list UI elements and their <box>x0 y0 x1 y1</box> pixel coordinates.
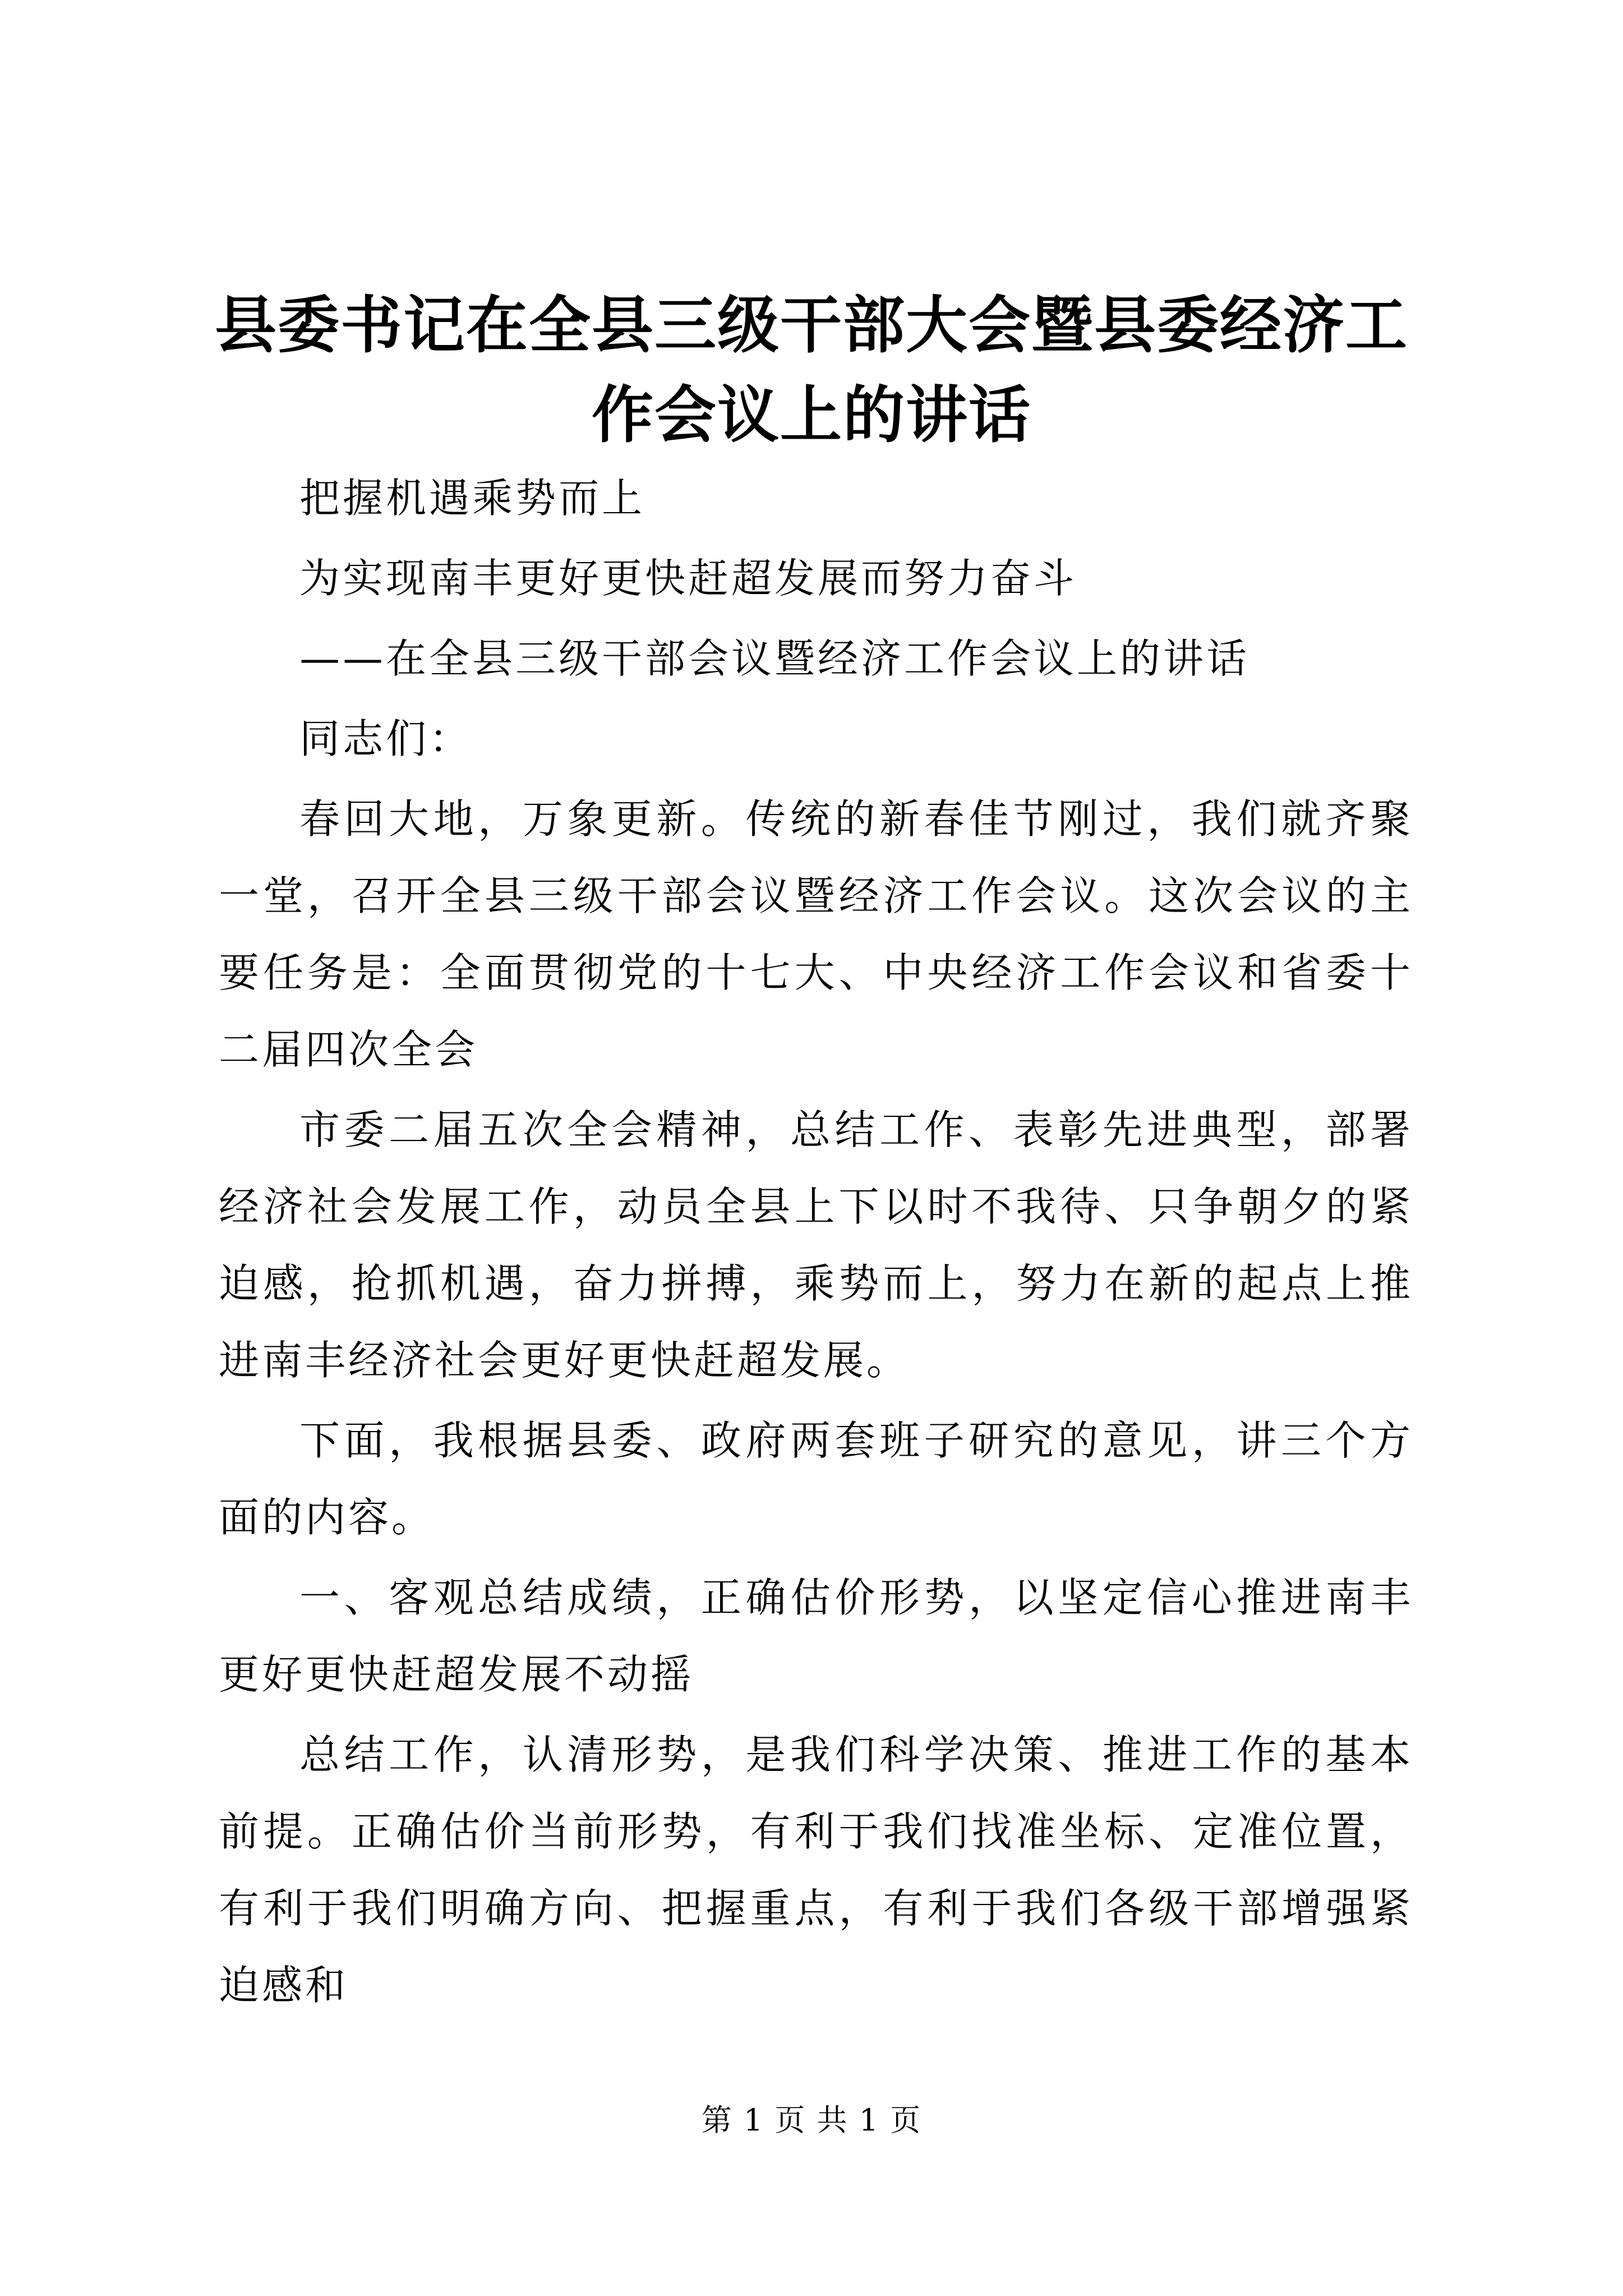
subtitle-line: ——在全县三级干部会议暨经济工作会议上的讲话 <box>299 635 1250 682</box>
body-paragraph: 下面，我根据县委、政府两套班子研究的意见，讲三个方面的内容。 <box>219 1417 1413 1541</box>
subtitle-line: 把握机遇乘势而上 <box>299 475 645 522</box>
section-heading: 一、客观总结成绩，正确估价形势，以坚定信心推进南丰更好更快赶超发展不动摇 <box>219 1574 1413 1698</box>
body-paragraph: 春回大地，万象更新。传统的新春佳节刚过，我们就齐聚一堂，召开全县三级干部会议暨经济工作会议。这次会议的主要任务是：全面贯彻党的十七大、中央经济工作会议和省委十二届四次全会 <box>219 795 1413 1073</box>
page-footer: 第 1 页 共 1 页 <box>701 2102 922 2138</box>
body-paragraph: 总结工作，认清形势，是我们科学决策、推进工作的基本前提。正确估价当前形势，有利于我们找准坐标、定准位置，有利于我们明确方向、把握重点，有利于我们各级干部增强紧迫感和 <box>219 1731 1413 2009</box>
document-body <box>219 460 1413 2027</box>
body-paragraph: 市委二届五次全会精神，总结工作、表彰先进典型，部署经济社会发展工作，动员全县上下以时不我待、只争朝夕的紧迫感，抢抓机遇，奋力拼搏，乘势而上，努力在新的起点上推进南丰经济社会更好更快赶超发展。 <box>219 1106 1413 1384</box>
document-title: 县委书记在全县三级干部大会暨县委经济工作会议上的讲话 <box>215 289 1408 451</box>
subtitle-line: 为实现南丰更好更快赶超发展而努力奋斗 <box>299 555 1077 602</box>
salutation: 同志们： <box>299 715 473 762</box>
